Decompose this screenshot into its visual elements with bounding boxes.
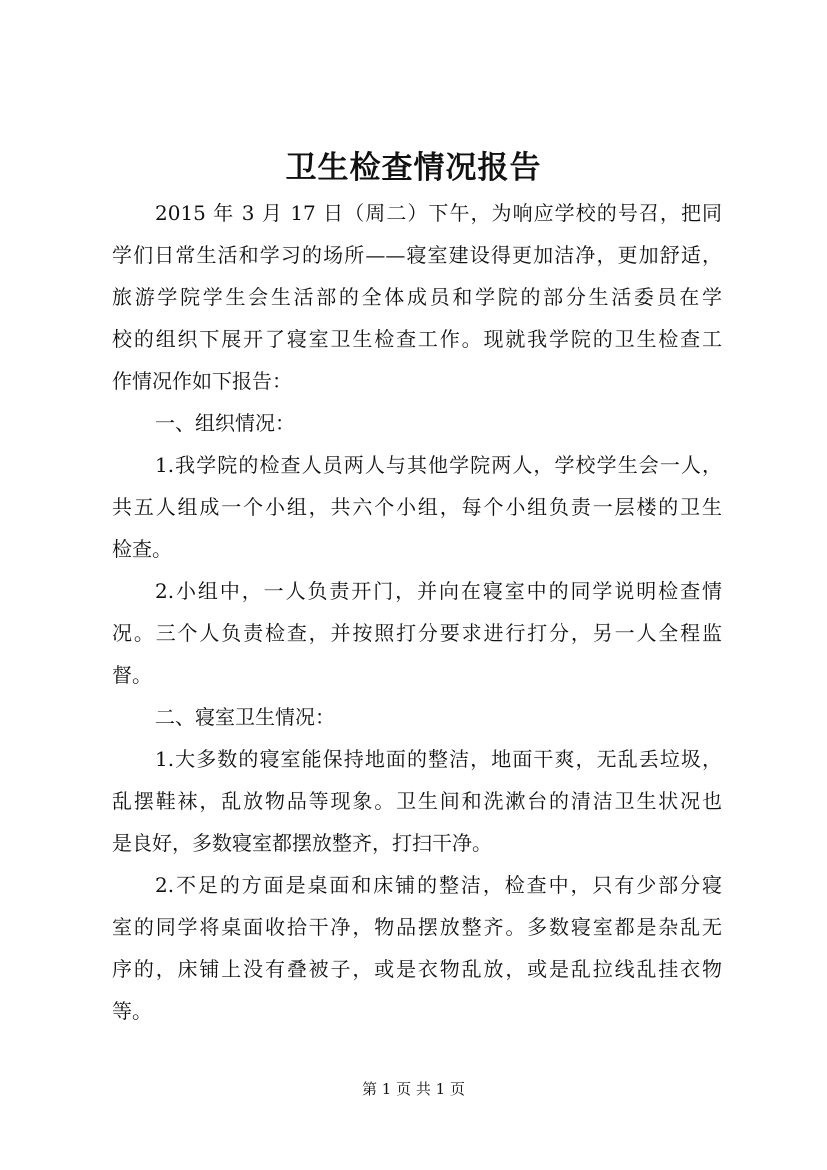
page-number: 第 1 页 共 1 页 — [362, 1080, 465, 1098]
paragraph-line: 作情况作如下报告： — [112, 369, 292, 393]
paragraph-line: 1.大多数的寝室能保持地面的整洁，地面干爽，无乱丢垃圾， — [155, 747, 722, 771]
paragraph-line: 序的，床铺上没有叠被子，或是衣物乱放，或是乱拉线乱挂衣物 — [112, 957, 722, 981]
section-heading: 一、组织情况： — [155, 411, 295, 435]
document-title: 卫生检查情况报告 — [285, 150, 542, 186]
section-heading: 二、寝室卫生情况： — [155, 705, 335, 729]
paragraph-line: 学们日常生活和学习的场所——寝室建设得更加洁净，更加舒适， — [112, 243, 722, 267]
paragraph-line: 校的组织下展开了寝室卫生检查工作。现就我学院的卫生检查工 — [112, 327, 722, 351]
paragraph-line: 室的同学将桌面收拾干净，物品摆放整齐。多数寝室都是杂乱无 — [112, 915, 722, 939]
paragraph-line: 共五人组成一个小组，共六个小组，每个小组负责一层楼的卫生 — [112, 495, 722, 519]
paragraph-line: 况。三个人负责检查，并按照打分要求进行打分，另一人全程监 — [112, 621, 722, 645]
paragraph-line: 2.小组中，一人负责开门，并向在寝室中的同学说明检查情 — [155, 579, 722, 603]
paragraph-line: 2.不足的方面是桌面和床铺的整洁，检查中，只有少部分寝 — [155, 873, 722, 897]
paragraph-line: 是良好，多数寝室都摆放整齐，打扫干净。 — [112, 831, 492, 855]
paragraph-line: 督。 — [112, 663, 152, 687]
paragraph-line: 2015 年 3 月 17 日（周二）下午，为响应学校的号召，把同 — [155, 201, 722, 225]
paragraph-line: 1.我学院的检查人员两人与其他学院两人，学校学生会一人， — [155, 453, 722, 477]
paragraph-line: 检查。 — [112, 537, 172, 561]
paragraph-line: 等。 — [112, 999, 152, 1023]
paragraph-line: 旅游学院学生会生活部的全体成员和学院的部分生活委员在学 — [112, 285, 722, 309]
paragraph-line: 乱摆鞋袜，乱放物品等现象。卫生间和洗漱台的清洁卫生状况也 — [112, 789, 722, 813]
